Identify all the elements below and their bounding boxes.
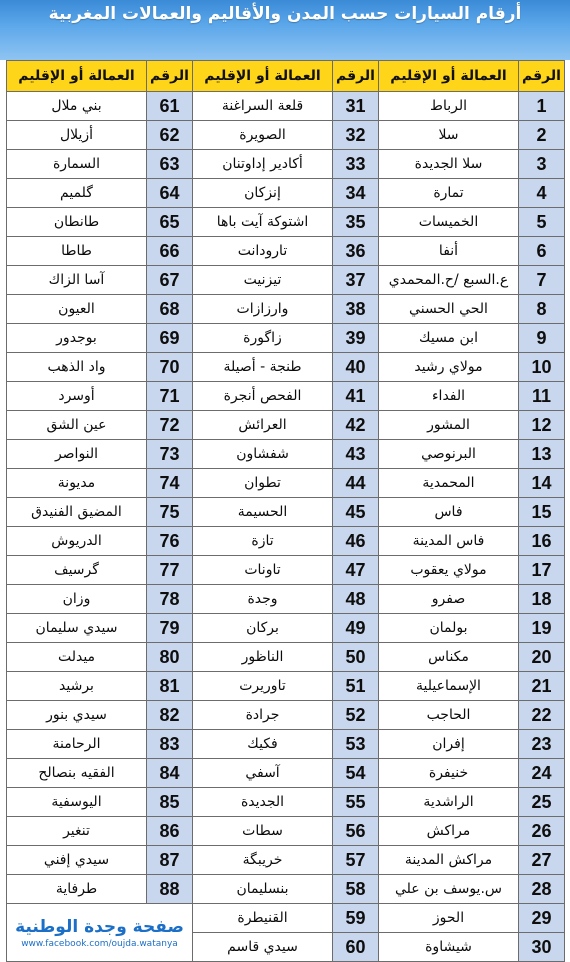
province-name-cell: الراشدية	[379, 788, 519, 817]
plate-number-cell: 43	[333, 440, 379, 469]
plate-number-cell: 4	[519, 179, 565, 208]
province-name-cell: شفشاون	[193, 440, 333, 469]
plate-number-cell: 26	[519, 817, 565, 846]
plate-number-cell: 78	[147, 585, 193, 614]
province-name-cell: گلميم	[7, 179, 147, 208]
plate-number-cell: 68	[147, 295, 193, 324]
province-name-cell: أزيلال	[7, 121, 147, 150]
province-name-cell: ابن مسيك	[379, 324, 519, 353]
plate-number-cell: 12	[519, 411, 565, 440]
plate-number-cell: 70	[147, 353, 193, 382]
plates-table	[6, 60, 565, 962]
province-name-cell: تيزنيت	[193, 266, 333, 295]
province-name-cell: شيشاوة	[379, 933, 519, 962]
province-name-cell: سلا	[379, 121, 519, 150]
plate-number-cell: 59	[333, 904, 379, 933]
province-name-cell: فكيك	[193, 730, 333, 759]
province-name-cell: آسفي	[193, 759, 333, 788]
plate-number-cell: 10	[519, 353, 565, 382]
province-name-cell: اليوسفية	[7, 788, 147, 817]
table-row	[7, 266, 565, 295]
plate-number-cell: 40	[333, 353, 379, 382]
column-header-number: الرقم	[519, 61, 565, 92]
plate-number-cell: 32	[333, 121, 379, 150]
plate-number-cell: 73	[147, 440, 193, 469]
plate-number-cell: 18	[519, 585, 565, 614]
province-name-cell: الناظور	[193, 643, 333, 672]
plate-number-cell: 79	[147, 614, 193, 643]
plate-number-cell: 27	[519, 846, 565, 875]
plate-number-cell: 24	[519, 759, 565, 788]
table-row	[7, 92, 565, 121]
province-name-cell: سيدي قاسم	[193, 933, 333, 962]
plate-number-cell: 69	[147, 324, 193, 353]
plate-number-cell: 48	[333, 585, 379, 614]
table-row	[7, 817, 565, 846]
plate-number-cell: 58	[333, 875, 379, 904]
table-row	[7, 353, 565, 382]
province-name-cell: السمارة	[7, 150, 147, 179]
plate-number-cell: 20	[519, 643, 565, 672]
plate-number-cell: 41	[333, 382, 379, 411]
province-name-cell: طرفاية	[7, 875, 147, 904]
plate-number-cell: 87	[147, 846, 193, 875]
province-name-cell: گرسيف	[7, 556, 147, 585]
plate-number-cell: 15	[519, 498, 565, 527]
province-name-cell: وزان	[7, 585, 147, 614]
province-name-cell: فاس	[379, 498, 519, 527]
province-name-cell: بنسليمان	[193, 875, 333, 904]
table-row	[7, 846, 565, 875]
province-name-cell: الرحامنة	[7, 730, 147, 759]
plate-number-cell: 21	[519, 672, 565, 701]
province-name-cell: مديونة	[7, 469, 147, 498]
province-name-cell: فاس المدينة	[379, 527, 519, 556]
province-name-cell: تارودانت	[193, 237, 333, 266]
plate-number-cell: 34	[333, 179, 379, 208]
plate-number-cell: 29	[519, 904, 565, 933]
province-name-cell: المحمدية	[379, 469, 519, 498]
province-name-cell: طنجة - أصيلة	[193, 353, 333, 382]
plate-number-cell: 19	[519, 614, 565, 643]
table-row	[7, 411, 565, 440]
brand-title: صفحة وجدة الوطنية	[15, 916, 184, 937]
table-row	[7, 643, 565, 672]
province-name-cell: ع.السبع /ح.المحمدي	[379, 266, 519, 295]
table-header-row	[7, 61, 565, 92]
province-name-cell: سيدي بنور	[7, 701, 147, 730]
province-name-cell: تاونات	[193, 556, 333, 585]
province-name-cell: بولمان	[379, 614, 519, 643]
table-row	[7, 527, 565, 556]
plate-number-cell: 77	[147, 556, 193, 585]
table-row	[7, 672, 565, 701]
plate-number-cell: 14	[519, 469, 565, 498]
plate-number-cell: 57	[333, 846, 379, 875]
province-name-cell: سيدي إفني	[7, 846, 147, 875]
province-name-cell: تنغير	[7, 817, 147, 846]
plate-number-cell: 6	[519, 237, 565, 266]
table-row	[7, 875, 565, 904]
plate-number-cell: 13	[519, 440, 565, 469]
province-name-cell: آسا الزاك	[7, 266, 147, 295]
province-name-cell: الفداء	[379, 382, 519, 411]
plate-number-cell: 82	[147, 701, 193, 730]
plate-number-cell: 11	[519, 382, 565, 411]
province-name-cell: طانطان	[7, 208, 147, 237]
province-name-cell: اشتوكة آيت باها	[193, 208, 333, 237]
province-name-cell: مكناس	[379, 643, 519, 672]
province-name-cell: مولاي يعقوب	[379, 556, 519, 585]
province-name-cell: سطات	[193, 817, 333, 846]
plate-number-cell: 1	[519, 92, 565, 121]
plate-number-cell: 84	[147, 759, 193, 788]
plate-number-cell: 75	[147, 498, 193, 527]
plate-number-cell: 54	[333, 759, 379, 788]
plate-number-cell: 9	[519, 324, 565, 353]
plate-number-cell: 55	[333, 788, 379, 817]
province-name-cell: عين الشق	[7, 411, 147, 440]
column-header-name: العمالة أو الإقليم	[193, 61, 333, 92]
province-name-cell: الحي الحسني	[379, 295, 519, 324]
table-row	[7, 701, 565, 730]
province-name-cell: الحاجب	[379, 701, 519, 730]
plate-number-cell: 66	[147, 237, 193, 266]
table-row	[7, 614, 565, 643]
province-name-cell: وجدة	[193, 585, 333, 614]
plate-number-cell: 64	[147, 179, 193, 208]
province-name-cell: الصويرة	[193, 121, 333, 150]
province-name-cell: البرنوصي	[379, 440, 519, 469]
province-name-cell: بوجدور	[7, 324, 147, 353]
province-name-cell: تطوان	[193, 469, 333, 498]
plate-number-cell: 35	[333, 208, 379, 237]
province-name-cell: زاگورة	[193, 324, 333, 353]
province-name-cell: تازة	[193, 527, 333, 556]
province-name-cell: مولاي رشيد	[379, 353, 519, 382]
plate-number-cell: 37	[333, 266, 379, 295]
province-name-cell: إنزكان	[193, 179, 333, 208]
province-name-cell: الجديدة	[193, 788, 333, 817]
plate-number-cell: 23	[519, 730, 565, 759]
plate-number-cell: 61	[147, 92, 193, 121]
plate-number-cell: 85	[147, 788, 193, 817]
plate-number-cell: 30	[519, 933, 565, 962]
province-name-cell: سيدي سليمان	[7, 614, 147, 643]
province-name-cell: واد الذهب	[7, 353, 147, 382]
province-name-cell: جرادة	[193, 701, 333, 730]
province-name-cell: العرائش	[193, 411, 333, 440]
province-name-cell: وارزازات	[193, 295, 333, 324]
brand-url: www.facebook.com/oujda.watanya	[21, 938, 178, 949]
plate-number-cell: 74	[147, 469, 193, 498]
province-name-cell: سلا الجديدة	[379, 150, 519, 179]
plate-number-cell: 51	[333, 672, 379, 701]
plate-number-cell: 63	[147, 150, 193, 179]
plate-number-cell: 60	[333, 933, 379, 962]
table-row	[7, 382, 565, 411]
plate-number-cell: 17	[519, 556, 565, 585]
table-row	[7, 469, 565, 498]
province-name-cell: برشيد	[7, 672, 147, 701]
title-banner	[0, 0, 570, 60]
province-name-cell: المشور	[379, 411, 519, 440]
province-name-cell: صفرو	[379, 585, 519, 614]
province-name-cell: أنفا	[379, 237, 519, 266]
province-name-cell: بركان	[193, 614, 333, 643]
column-header-name: العمالة أو الإقليم	[379, 61, 519, 92]
plate-number-cell: 49	[333, 614, 379, 643]
plate-number-cell: 52	[333, 701, 379, 730]
province-name-cell: س.يوسف بن علي	[379, 875, 519, 904]
plate-number-cell: 2	[519, 121, 565, 150]
plate-number-cell: 22	[519, 701, 565, 730]
province-name-cell: بني ملال	[7, 92, 147, 121]
plate-number-cell: 72	[147, 411, 193, 440]
province-name-cell: خريبگة	[193, 846, 333, 875]
plate-number-cell: 62	[147, 121, 193, 150]
plate-number-cell: 46	[333, 527, 379, 556]
province-name-cell: العيون	[7, 295, 147, 324]
province-name-cell: ميدلت	[7, 643, 147, 672]
province-name-cell: إفران	[379, 730, 519, 759]
table-row	[7, 788, 565, 817]
plate-number-cell: 16	[519, 527, 565, 556]
plate-number-cell: 47	[333, 556, 379, 585]
province-name-cell: مراكش	[379, 817, 519, 846]
plate-number-cell: 53	[333, 730, 379, 759]
province-name-cell: قلعة السراغنة	[193, 92, 333, 121]
plate-number-cell: 71	[147, 382, 193, 411]
province-name-cell: الفقيه بنصالح	[7, 759, 147, 788]
province-name-cell: الفحص أنجرة	[193, 382, 333, 411]
table-row	[7, 730, 565, 759]
province-name-cell: الرباط	[379, 92, 519, 121]
brand-watermark	[7, 904, 193, 962]
plate-number-cell: 44	[333, 469, 379, 498]
plate-number-cell: 36	[333, 237, 379, 266]
province-name-cell: أكادير إداوتنان	[193, 150, 333, 179]
plate-number-cell: 81	[147, 672, 193, 701]
table-row	[7, 121, 565, 150]
table-row	[7, 295, 565, 324]
table-row	[7, 498, 565, 527]
province-name-cell: تاوريرت	[193, 672, 333, 701]
plate-number-cell: 33	[333, 150, 379, 179]
province-name-cell: أوسرد	[7, 382, 147, 411]
province-name-cell: طاطا	[7, 237, 147, 266]
column-header-number: الرقم	[333, 61, 379, 92]
plate-number-cell: 88	[147, 875, 193, 904]
table-row	[7, 759, 565, 788]
province-name-cell: خنيفرة	[379, 759, 519, 788]
province-name-cell: الإسماعيلية	[379, 672, 519, 701]
plate-number-cell: 25	[519, 788, 565, 817]
table-row	[7, 585, 565, 614]
plate-number-cell: 67	[147, 266, 193, 295]
column-header-name: العمالة أو الإقليم	[7, 61, 147, 92]
plate-number-cell: 5	[519, 208, 565, 237]
table-row	[7, 440, 565, 469]
plate-number-cell: 65	[147, 208, 193, 237]
plate-number-cell: 39	[333, 324, 379, 353]
plate-number-cell: 42	[333, 411, 379, 440]
province-name-cell: مراكش المدينة	[379, 846, 519, 875]
province-name-cell: المضيق الفنيدق	[7, 498, 147, 527]
table-row	[7, 556, 565, 585]
plate-number-cell: 86	[147, 817, 193, 846]
province-name-cell: القنيطرة	[193, 904, 333, 933]
plate-number-cell: 45	[333, 498, 379, 527]
plate-number-cell: 83	[147, 730, 193, 759]
plate-number-cell: 76	[147, 527, 193, 556]
plate-number-cell: 38	[333, 295, 379, 324]
table-row	[7, 179, 565, 208]
table-row	[7, 237, 565, 266]
plate-number-cell: 7	[519, 266, 565, 295]
province-name-cell: الحوز	[379, 904, 519, 933]
table-row	[7, 208, 565, 237]
table-row	[7, 904, 565, 933]
plate-number-cell: 80	[147, 643, 193, 672]
page-title: أرقام السيارات حسب المدن والأقاليم والعمالات المغربية	[48, 4, 522, 24]
plate-number-cell: 8	[519, 295, 565, 324]
province-name-cell: الخميسات	[379, 208, 519, 237]
table-row	[7, 324, 565, 353]
plate-number-cell: 50	[333, 643, 379, 672]
province-name-cell: الحسيمة	[193, 498, 333, 527]
plate-number-cell: 31	[333, 92, 379, 121]
plate-number-cell: 3	[519, 150, 565, 179]
province-name-cell: النواصر	[7, 440, 147, 469]
plate-number-cell: 28	[519, 875, 565, 904]
province-name-cell: تمارة	[379, 179, 519, 208]
province-name-cell: الدريوش	[7, 527, 147, 556]
plate-number-cell: 56	[333, 817, 379, 846]
column-header-number: الرقم	[147, 61, 193, 92]
table-row	[7, 150, 565, 179]
